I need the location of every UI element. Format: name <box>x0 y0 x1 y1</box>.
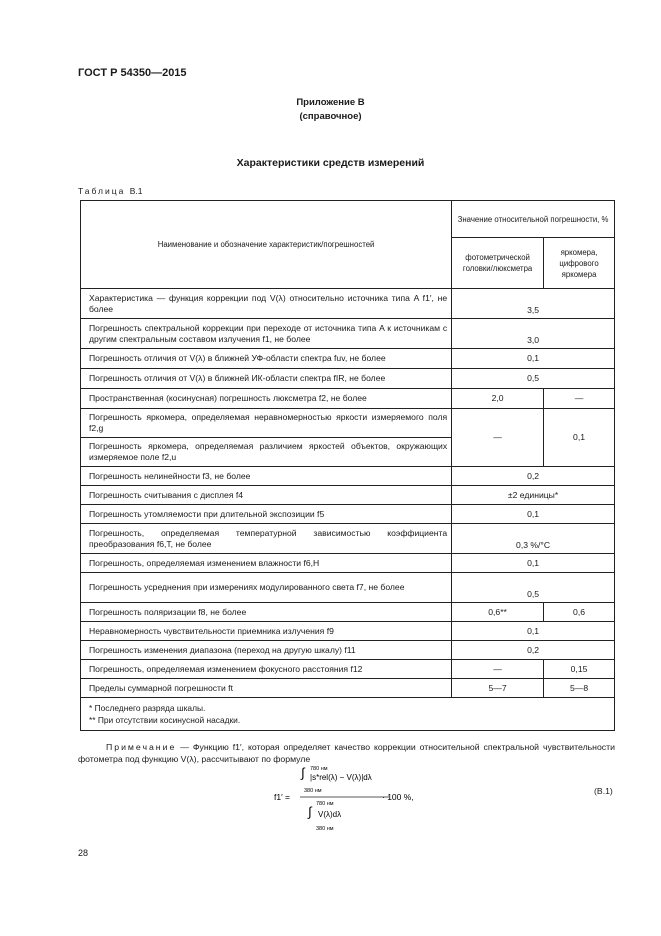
footnote-1: * Последнего разряда шкалы. <box>89 703 206 713</box>
row-value-col2: 0,1 <box>544 409 615 467</box>
table-row <box>81 505 615 524</box>
table-row <box>81 409 615 438</box>
equation-number: (В.1) <box>594 786 613 796</box>
table-footnotes <box>81 698 615 731</box>
row-label: Погрешность поляризации f8, не более <box>81 603 452 622</box>
row-label: Неравномерность чувствительности приемника излучения f9 <box>81 622 452 641</box>
table-row <box>81 554 615 573</box>
integral-sign-icon: ∫ <box>301 765 305 780</box>
row-label: Погрешность усреднения при измерениях модулированного света f7, не более <box>81 573 452 603</box>
table-row <box>81 679 615 698</box>
formula-lower-limit: 380 нм <box>316 826 334 832</box>
table-row <box>81 319 615 349</box>
row-label: Пределы суммарной погрешности ft <box>81 679 452 698</box>
row-value: 0,3 %/°C <box>452 524 615 554</box>
footnote-2: ** При отсутствии косинусной насадки. <box>89 715 241 725</box>
header-name-cell: Наименование и обозначение характеристик/погрешностей <box>81 201 452 289</box>
row-value: 0,5 <box>452 369 615 389</box>
table-row <box>81 486 615 505</box>
row-label: Погрешность отличия от V(λ) в ближней ИК-области спектра fIR, не более <box>81 369 452 389</box>
row-value: 0,2 <box>452 467 615 486</box>
table-footnotes-row <box>81 698 615 731</box>
formula-upper-limit: 780 нм <box>316 801 334 807</box>
row-value-col2: 0,6 <box>544 603 615 622</box>
row-value: 3,5 <box>452 289 615 319</box>
characteristics-table <box>80 200 615 731</box>
row-value-col1: — <box>452 660 544 679</box>
row-value-col2: 0,15 <box>544 660 615 679</box>
table-row <box>81 389 615 409</box>
row-value-col2: — <box>544 389 615 409</box>
note-text: — Функцию f1′, которая определяет качество коррекции относительной спектральной чувствительности фотометра под функцию V(λ), рассчитывают по формуле <box>78 742 615 764</box>
row-value: 0,1 <box>452 622 615 641</box>
table-row <box>81 622 615 641</box>
row-label: Погрешность, определяемая изменением влажности f6,H <box>81 554 452 573</box>
note-paragraph <box>78 741 615 765</box>
table-caption <box>78 186 142 196</box>
row-label: Погрешность изменения диапазона (переход на другую шкалу) f11 <box>81 641 452 660</box>
row-value: ±2 единицы* <box>452 486 615 505</box>
appendix-subtitle: (справочное) <box>299 111 362 122</box>
integral-sign-icon: ∫ <box>308 804 312 819</box>
appendix-heading <box>0 96 661 124</box>
document-header: ГОСТ Р 54350—2015 <box>78 67 187 79</box>
row-value: 0,2 <box>452 641 615 660</box>
row-value: 0,1 <box>452 505 615 524</box>
table-row <box>81 467 615 486</box>
row-value-col1: 0,6** <box>452 603 544 622</box>
row-value-col1: 2,0 <box>452 389 544 409</box>
row-label: Погрешность отличия от V(λ) в ближней УФ-области спектра fuv, не более <box>81 349 452 369</box>
row-value-col1: 5—7 <box>452 679 544 698</box>
header-value-cell: Значение относительной погрешности, % <box>452 201 615 238</box>
row-label: Погрешность считывания с дисплея f4 <box>81 486 452 505</box>
row-value-col2: 5—8 <box>544 679 615 698</box>
row-label: Погрешность, определяемая температурной зависимостью коэффициента преобразования f6,T, не более <box>81 524 452 554</box>
row-label: Пространственная (косинусная) погрешность люксметра f2, не более <box>81 389 452 409</box>
row-label: Погрешность нелинейности f3, не более <box>81 467 452 486</box>
row-label: Погрешность спектральной коррекции при переходе от источника типа A к источникам с другим спектральным составом излучения f1, не более <box>81 319 452 349</box>
row-value: 0,5 <box>452 573 615 603</box>
row-label: Погрешность утомляемости при длительной экспозиции f5 <box>81 505 452 524</box>
section-title: Характеристики средств измерений <box>236 157 425 169</box>
table-row <box>81 660 615 679</box>
row-label: Характеристика — функция коррекции под V(λ) относительно источника типа A f1′, не более <box>81 289 452 319</box>
table-row <box>81 369 615 389</box>
formula-upper-limit: 780 нм <box>310 766 328 772</box>
formula-lhs: f1′ = <box>274 792 291 802</box>
row-value-col1: — <box>452 409 544 467</box>
table-row <box>81 603 615 622</box>
header-luminance-meter-cell: яркомера, цифрового яркомера <box>544 238 615 289</box>
page-number: 28 <box>78 848 89 858</box>
row-value: 0,1 <box>452 554 615 573</box>
formula-denominator: V(λ)dλ <box>318 810 342 819</box>
row-value: 0,1 <box>452 349 615 369</box>
row-label: Погрешность яркомера, определяемая различием яркостей объектов, окружающих измеряемое поле f2,u <box>81 438 452 467</box>
formula-numerator: |s*rel(λ) − V(λ)|dλ <box>310 773 372 782</box>
row-label: Погрешность яркомера, определяемая неравномерностью яркости измеряемого поля f2,g <box>81 409 452 438</box>
table-row <box>81 641 615 660</box>
table-row <box>81 289 615 319</box>
table-row <box>81 349 615 369</box>
formula-b1 <box>268 764 428 832</box>
row-label: Погрешность, определяемая изменением фокусного расстояния f12 <box>81 660 452 679</box>
table-caption-word: Таблица <box>78 186 126 196</box>
table-row <box>81 573 615 603</box>
row-value: 3,0 <box>452 319 615 349</box>
table-caption-number: В.1 <box>129 186 143 196</box>
appendix-title: Приложение В <box>296 97 365 108</box>
formula-tail: · 100 %, <box>382 792 414 802</box>
note-label: Примечание <box>106 742 177 752</box>
header-photometer-cell: фотометрической головки/люксметра <box>452 238 544 289</box>
formula-lower-limit: 380 нм <box>304 788 322 794</box>
table-row <box>81 524 615 554</box>
